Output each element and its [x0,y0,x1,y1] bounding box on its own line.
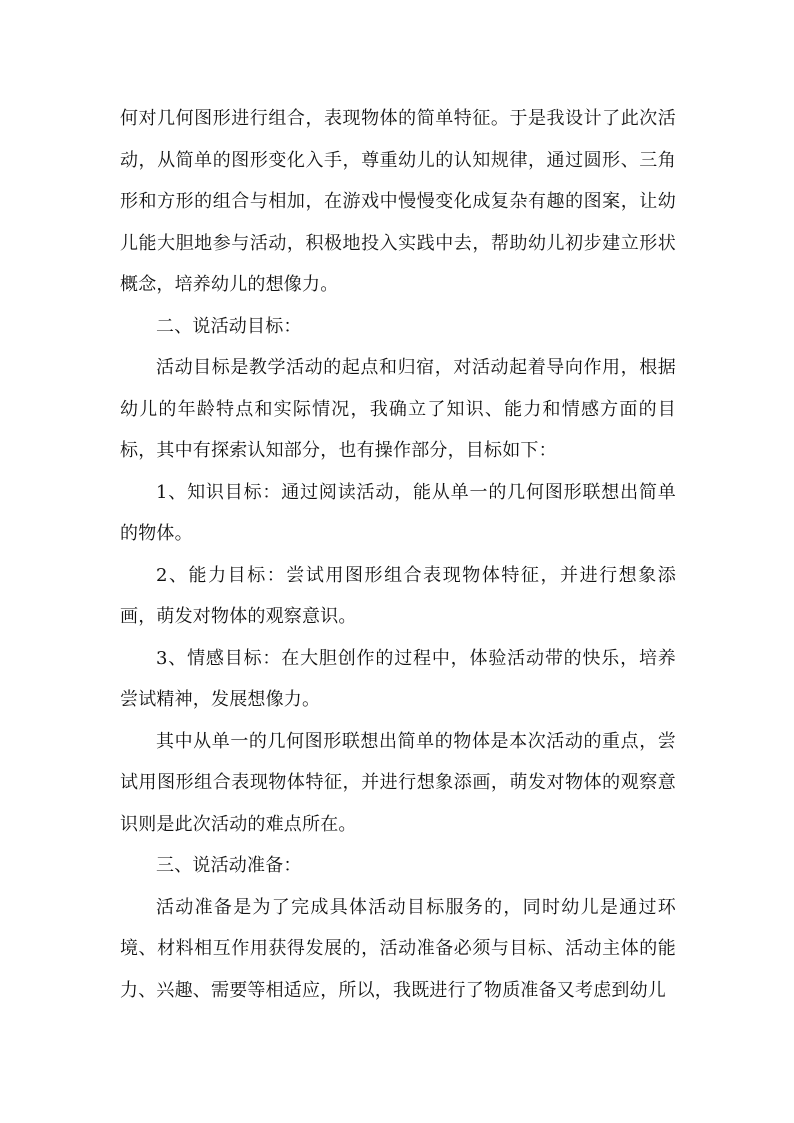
paragraph-key-and-difficult-points: 其中从单一的几何图形联想出简单的物体是本次活动的重点，尝试用图形组合表现物体特征，并进行想象添画，萌发对物体的观察意识则是此次活动的难点所在。 [120,730,676,835]
section-heading-activity-goals: 二、说活动目标： [156,315,302,337]
section-heading-activity-preparation: 三、说活动准备： [156,855,302,876]
document-body [120,98,676,1011]
paragraph-ability-goal: 2、能力目标：尝试用图形组合表现物体特征，并进行想象添画，萌发对物体的观察意识。 [120,564,676,627]
paragraph-continuation: 何对几何图形进行组合，表现物体的简单特征。于是我设计了此次活动，从简单的图形变化入手，尊重幼儿的认知规律，通过圆形、三角形和方形的组合与相加，在游戏中慢慢变化成复杂有趣的图案，让幼儿能大胆地参与活动，积极地投入实践中去，帮助幼儿初步建立形状概念，培养幼儿的想像力。 [120,108,676,295]
paragraph-emotion-goal: 3、情感目标：在大胆创作的过程中，体验活动带的快乐，培养尝试精神，发展想像力。 [120,647,676,710]
paragraph-goals-intro: 活动目标是教学活动的起点和归宿，对活动起着导向作用，根据幼儿的年龄特点和实际情况，我确立了知识、能力和情感方面的目标，其中有探索认知部分，也有操作部分，目标如下： [120,357,676,461]
paragraph-knowledge-goal: 1、知识目标：通过阅读活动，能从单一的几何图形联想出简单的物体。 [120,481,676,544]
paragraph-preparation-details: 活动准备是为了完成具体活动目标服务的，同时幼儿是通过环境、材料相互作用获得发展的，活动准备必须与目标、活动主体的能力、兴趣、需要等相适应，所以，我既进行了物质准备又考虑到幼儿 [120,896,676,1001]
